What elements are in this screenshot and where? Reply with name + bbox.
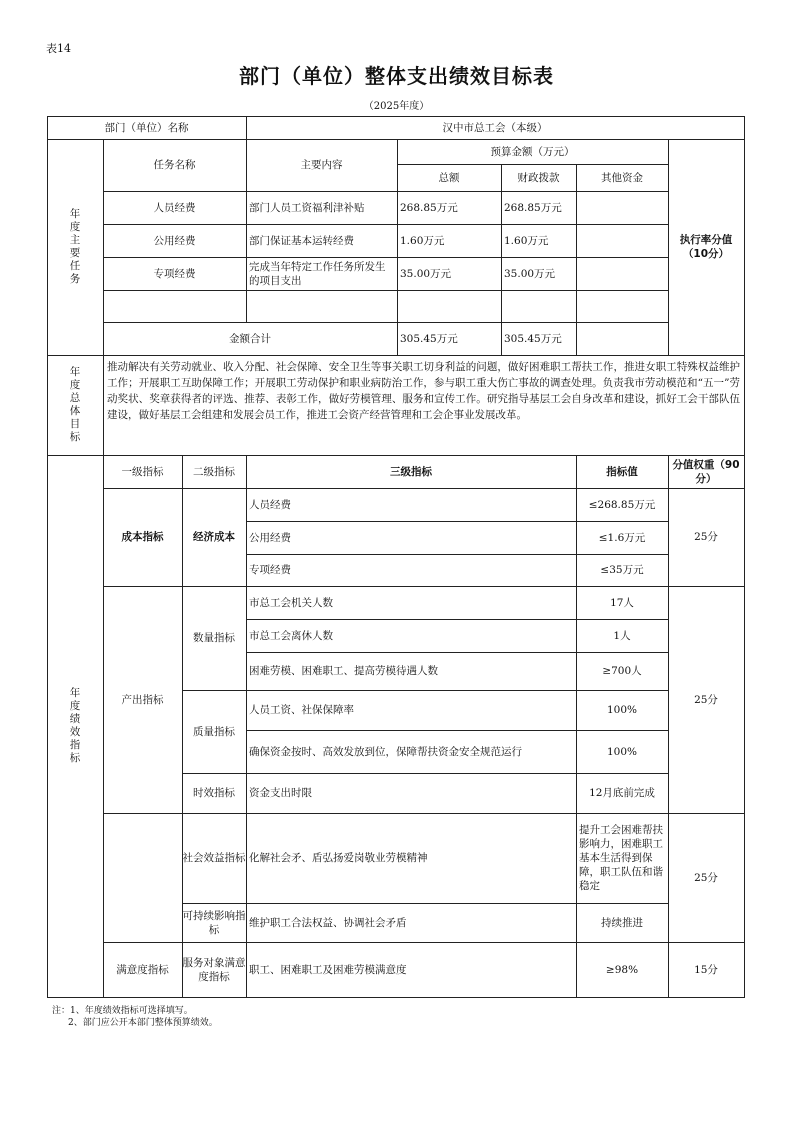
- quantity-item: 市总工会机关人数: [246, 586, 577, 620]
- quantity-value: 17人: [576, 586, 669, 620]
- header-level1: 一级指标: [103, 455, 183, 489]
- footnote-1: 注：1、年度绩效指标可选择填写。: [52, 1006, 193, 1016]
- tasks-side-label: [47, 139, 104, 356]
- service-satisfaction-indicator: 服务对象满意度指标: [182, 942, 247, 998]
- sum-total: 305.45万元: [397, 322, 502, 356]
- timeliness-item: 资金支出时限: [246, 773, 577, 814]
- task-fiscal: 1.60万元: [501, 224, 577, 258]
- header-level3: 三级指标: [246, 455, 577, 489]
- task-total: 268.85万元: [397, 191, 502, 225]
- task-content: 完成当年特定工作任务所发生的项目支出: [246, 257, 398, 291]
- task-fiscal: [501, 290, 577, 323]
- social-benefit-value: 提升工会困难帮扶影响力，困难职工基本生活得到保障，职工队伍和谐稳定: [576, 813, 669, 904]
- output-indicator: 产出指标: [103, 586, 183, 814]
- task-name: 专项经费: [103, 257, 247, 291]
- quantity-item: 困难劳模、困难职工、提高劳模待遇人数: [246, 652, 577, 691]
- task-content: 部门保证基本运转经费: [246, 224, 398, 258]
- sum-label: 金额合计: [103, 322, 398, 356]
- cost-value: ≤35万元: [576, 554, 669, 587]
- goal-side-label: [47, 355, 104, 456]
- sustainable-item: 维护职工合法权益、协调社会矛盾: [246, 903, 577, 943]
- cost-item: 人员经费: [246, 488, 577, 522]
- satisfaction-weight: 15分: [668, 942, 745, 998]
- col-task-name: 任务名称: [103, 139, 247, 192]
- quality-value: 100%: [576, 690, 669, 731]
- year-subtitle: （2025年度）: [363, 101, 430, 112]
- task-other: [576, 257, 669, 291]
- task-other: [576, 224, 669, 258]
- satisfaction-indicator: 满意度指标: [103, 942, 183, 998]
- indicators-side-label: [47, 455, 104, 998]
- sustainable-indicator: 可持续影响指标: [182, 903, 247, 943]
- col-fiscal: 财政拨款: [501, 164, 577, 192]
- cost-value: ≤268.85万元: [576, 488, 669, 522]
- cost-indicator: 成本指标: [103, 488, 183, 587]
- task-content: 部门人员工资福利津补贴: [246, 191, 398, 225]
- header-weight: 分值权重（90分）: [668, 455, 745, 489]
- cost-weight: 25分: [668, 488, 745, 587]
- social-benefit-indicator: 社会效益指标: [182, 813, 247, 904]
- col-budget: 预算金额（万元）: [397, 139, 669, 165]
- quality-value: 100%: [576, 730, 669, 774]
- effect-weight: 25分: [668, 813, 745, 943]
- cost-item: 专项经费: [246, 554, 577, 587]
- col-other: 其他资金: [576, 164, 669, 192]
- footnotes: [52, 1005, 218, 1029]
- timeliness-value: 12月底前完成: [576, 773, 669, 814]
- economic-cost: 经济成本: [182, 488, 247, 587]
- timeliness-indicator: 时效指标: [182, 773, 247, 814]
- task-fiscal: 268.85万元: [501, 191, 577, 225]
- performance-table: [47, 116, 745, 997]
- header-level2: 二级指标: [182, 455, 247, 489]
- goal-side-label-text: 年度总体目标: [69, 366, 81, 443]
- quality-item: 确保资金按时、高效发放到位，保障帮扶资金安全规范运行: [246, 730, 577, 774]
- sum-fiscal: 305.45万元: [501, 322, 577, 356]
- task-fiscal: 35.00万元: [501, 257, 577, 291]
- tasks-side-label-text: 年度主要任务: [69, 208, 81, 285]
- page-title: 部门（单位）整体支出绩效目标表: [239, 64, 554, 88]
- satisfaction-value: ≥98%: [576, 942, 669, 998]
- quality-item: 人员工资、社保保障率: [246, 690, 577, 731]
- header-value: 指标值: [576, 455, 669, 489]
- unit-label: 部门（单位）名称: [47, 116, 247, 140]
- goal-text: 推动解决有关劳动就业、收入分配、社会保障、安全卫生等事关职工切身利益的问题，做好困难职工帮扶工作，推进女职工特殊权益维护工作；开展职工互助保障工作；开展职工劳动保护和职业病防治工作，参与职工重大伤亡事故的调查处理。负责我市劳动模范和“五一”劳动奖状、奖章获得者的评选、推荐、表彰工作，做好劳模管理、服务和宣传工作。研究指导基层工会自身改革和建设，抓好工会干部队伍建设，做好基层工会组建和发展会员工作，推进工会资产经营管理和工会企事业发展改革。: [103, 355, 745, 456]
- indicators-side-label-text: 年度绩效指标: [69, 687, 81, 764]
- task-name: [103, 290, 247, 323]
- cost-item: 公用经费: [246, 521, 577, 555]
- col-main-content: 主要内容: [246, 139, 398, 192]
- sustainable-value: 持续推进: [576, 903, 669, 943]
- social-benefit-item: 化解社会矛、盾弘扬爱岗敬业劳模精神: [246, 813, 577, 904]
- quality-indicator: 质量指标: [182, 690, 247, 774]
- satisfaction-item: 职工、困难职工及困难劳模满意度: [246, 942, 577, 998]
- task-total: 35.00万元: [397, 257, 502, 291]
- quantity-item: 市总工会离休人数: [246, 619, 577, 653]
- table-number: 表14: [46, 42, 71, 55]
- quantity-indicator: 数量指标: [182, 586, 247, 691]
- sum-other: [576, 322, 669, 356]
- output-weight: 25分: [668, 586, 745, 814]
- task-name: 公用经费: [103, 224, 247, 258]
- col-total: 总额: [397, 164, 502, 192]
- effect-indicator: [103, 813, 183, 943]
- task-total: [397, 290, 502, 323]
- footnote-2: 2、部门应公开本部门整体预算绩效。: [68, 1018, 218, 1028]
- task-other: [576, 290, 669, 323]
- cost-value: ≤1.6万元: [576, 521, 669, 555]
- quantity-value: 1人: [576, 619, 669, 653]
- unit-value: 汉中市总工会（本级）: [246, 116, 745, 140]
- task-content: [246, 290, 398, 323]
- task-other: [576, 191, 669, 225]
- quantity-value: ≥700人: [576, 652, 669, 691]
- exec-rate-score: 执行率分值（10分）: [668, 139, 745, 356]
- task-name: 人员经费: [103, 191, 247, 225]
- task-total: 1.60万元: [397, 224, 502, 258]
